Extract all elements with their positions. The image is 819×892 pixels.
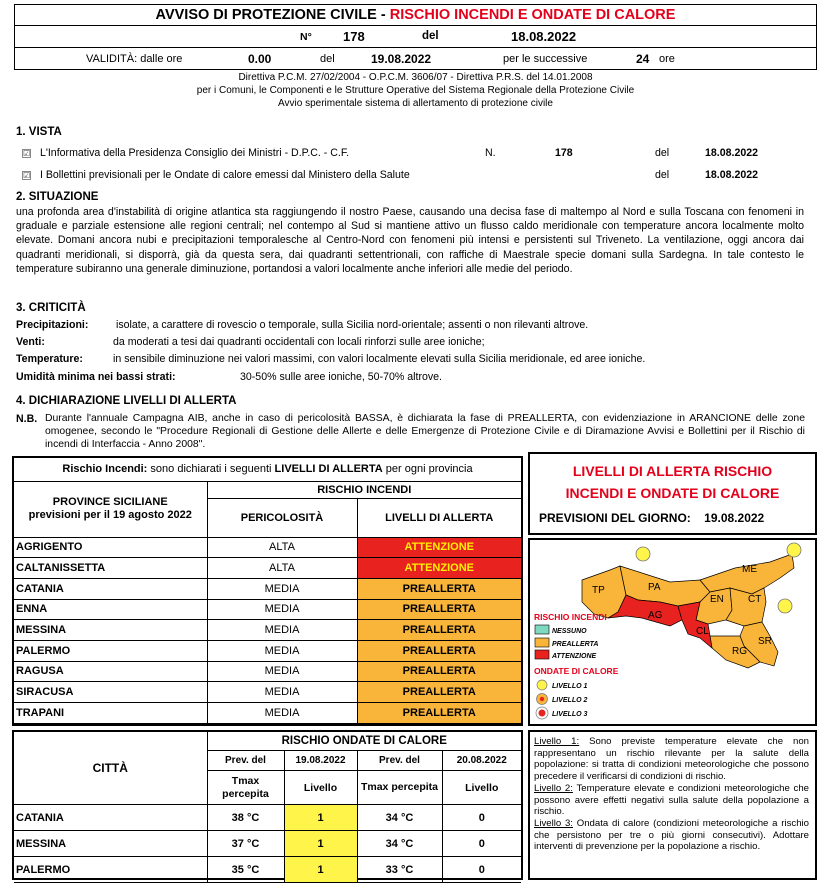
successive-value: 24 [636,52,650,66]
city-name: MESSINA [14,831,207,857]
ondate-table [14,732,521,883]
map-label-tp: TP [592,585,605,596]
directive-line-2: per i Comuni, le Componenti e le Strutture Operative del Sistema Regionale della Protezione Civile [196,85,635,96]
livelli-title-line-2: INCENDI E ONDATE DI CALORE [565,485,780,501]
livello-allerta-value: ATTENZIONE [357,537,521,558]
province-name: CATANIA [14,578,207,599]
vista-item-date: 18.08.2022 [705,169,759,181]
city-name: PALERMO [14,857,207,883]
tmax-value-2: 34 °C [357,805,442,831]
col-pericolosita-header: PERICOLOSITÀ [207,498,357,537]
ondate-row [14,805,521,831]
tmax-header-2: Tmax percepita [357,771,442,805]
map-label-ct: CT [748,594,762,605]
vista-item-1 [22,147,812,159]
livello-2-desc: Livello 2: Temperature elevate e condizioni meteorologiche che possono avere effetti negativi sulla salute della popolazione a rischio. [534,782,809,818]
livello-header-1: Livello [284,771,357,805]
vista-item-n: 178 [555,147,573,159]
tmax-value-1: 37 °C [207,831,284,857]
livello-value-1: 1 [284,831,357,857]
validity-del-label: del [320,53,335,65]
ondate-row [14,831,521,857]
tmax-value-2: 33 °C [357,857,442,883]
vista-item-n-label: N. [485,147,496,159]
heat-marker-messina [787,543,801,557]
directive-line-3: Avvio sperimentale sistema di allertamento di protezione civile [278,98,553,109]
legend-preallerta: PREALLERTA [552,641,599,648]
vista-item-date: 18.08.2022 [705,147,759,159]
incendi-row [14,703,521,724]
incendi-row [14,537,521,558]
incendi-intro: Rischio Incendi: sono dichiarati i seguenti LIVELLI DI ALLERTA per ogni provincia [14,458,521,482]
livello-allerta-value: PREALLERTA [357,703,521,724]
validity-date: 19.08.2022 [371,52,432,66]
map-label-pa: PA [648,582,661,593]
directive-line-1: Direttiva P.C.M. 27/02/2004 - O.P.C.M. 3606/07 - Direttiva P.R.S. del 14.01.2008 [238,72,593,83]
legend-swatch-preallerta [535,638,549,647]
col-livelli-header: LIVELLI DI ALLERTA [357,498,521,537]
map-label-sr: SR [758,636,772,647]
vista-title: 1. VISTA [16,126,62,138]
criticita-label: Temperature: [16,353,83,365]
livello-allerta-value: PREALLERTA [357,661,521,682]
livello-allerta-value: PREALLERTA [357,640,521,661]
successive-label: per le successive [503,53,588,65]
previsioni-label: PREVISIONI DEL GIORNO: [539,511,691,525]
incendi-row [14,682,521,703]
livelli-legend-box [528,730,817,880]
vista-item-del: del [655,169,670,181]
legend-attenzione: ATTENZIONE [552,653,597,660]
validity-hour: 0.00 [248,52,272,66]
city-name: CATANIA [14,805,207,831]
nb-text: Durante l'annuale Campagna AIB, anche in caso di pericolosità BASSA, è dichiarata la fase di PREALLERTA, con evidenziazione in ARANCIONE delle zone omogenee, secondo le "Procedure Regionali di Gestione delle Allerte e delle Emergenze di Protezione Civile e di Diramazione Avvisi e Bollettini per il Rischio di incendi di Interfaccia - Anno 2008". [45,413,805,450]
vista-item-del: del [655,147,670,159]
legend-swatch-attenzione [535,650,549,659]
number-label: N° [300,31,312,43]
province-name: SIRACUSA [14,682,207,703]
number-value: 178 [343,29,365,44]
legend-swatch-nessuno [535,625,549,634]
incendi-row [14,558,521,579]
pericolosita-value: ALTA [207,537,357,558]
date-label: del [422,30,439,42]
legend-livello-2-dot [540,697,544,701]
livello-value-2: 0 [442,805,521,831]
ore-label: ore [659,53,675,65]
livello-allerta-value: ATTENZIONE [357,558,521,579]
criticita-row-venti [16,336,485,348]
heat-marker-catania [778,599,792,613]
incendi-row [14,640,521,661]
vista-item-text: L'Informativa della Presidenza Consiglio dei Ministri - D.P.C. - C.F. [39,147,350,159]
heat-marker-palermo [636,547,650,561]
province-name: MESSINA [14,620,207,641]
map-box [528,538,817,726]
legend-livello-1-icon [537,680,547,690]
criticita-row-precipitazioni [16,319,589,331]
pericolosita-value: MEDIA [207,599,357,620]
directive-block [14,71,817,110]
tmax-header-1: Tmax percepita [207,771,284,805]
pericolosita-value: ALTA [207,558,357,579]
header-box [14,4,817,70]
livello-allerta-value: PREALLERTA [357,620,521,641]
ondate-row [14,857,521,883]
nb-label: N.B. [16,413,38,425]
legend-livello-3-dot [539,710,546,717]
criticita-label: Venti: [16,336,45,348]
pericolosita-value: MEDIA [207,682,357,703]
province-name: ENNA [14,599,207,620]
criticita-text: in sensibile diminuzione nei valori massimi, con valori localmente elevati sulla Sicilia meridionale, ed aree ioniche. [113,353,646,365]
incendi-row [14,620,521,641]
map-label-ag: AG [648,610,663,621]
ondate-table-box [12,730,523,880]
livello-1-desc: Livello 1: Sono previste temperature elevate che non rappresentano un rischio rilevante per la salute della popolazione: si tratta di condizioni meteorologiche che possono precedere il verificarsi di condizioni di rischio. [534,736,809,783]
criticita-text: isolate, a carattere di rovescio o temporale, sulla Sicilia nord-orientale; assenti o non rilevanti altrove. [116,319,589,331]
number-row [15,26,816,48]
livello-allerta-value: PREALLERTA [357,682,521,703]
livelli-title-line-1: LIVELLI DI ALLERTA RISCHIO [572,463,773,479]
livello-value-1: 1 [284,857,357,883]
map-label-rg: RG [732,646,747,657]
province-name: TRAPANI [14,703,207,724]
vista-item-2 [22,169,812,181]
livello-value-1: 1 [284,805,357,831]
criticita-row-temperature [16,353,646,365]
livelli-title-box [528,452,817,535]
legend-livello-2: LIVELLO 2 [552,697,588,704]
page-title: AVVISO DI PROTEZIONE CIVILE - RISCHIO INCENDI E ONDATE DI CALORE [155,7,676,23]
livello-3-desc: Livello 3: Ondata di calore (condizioni meteorologiche a rischio che persistono per tre o più giorni consecutivi). Adottare interventi di prevenzione per la popolazione a rischio. [534,817,809,853]
pericolosita-value: MEDIA [207,703,357,724]
date-value: 18.08.2022 [511,29,577,44]
criticita-text: 30-50% sulle aree ioniche, 50-70% altrove. [240,371,442,383]
title-row [15,5,816,26]
prev-date-1: 19.08.2022 [284,750,357,771]
map-label-me: ME [742,564,757,575]
map-label-en: EN [710,594,724,605]
legend-livello-1: LIVELLO 1 [552,683,588,690]
incendi-table [14,482,521,724]
legend-incendi-title: RISCHIO INCENDI [534,612,607,622]
vista-item-text: I Bollettini previsionali per le Ondate di calore emessi dal Ministero della Salute [39,169,410,181]
checkbox-icon: ☑ [23,170,31,180]
pericolosita-value: MEDIA [207,661,357,682]
province-name: CALTANISSETTA [14,558,207,579]
situazione-text: una profonda area d'instabilità di origine atlantica sta raggiungendo il nostro Paese, causando una decisa fase di maltempo al Nord e sulla Toscana con fenomeni in graduale e parziale estensione alle regioni centrali; nel contempo al Sud si mantiene attivo un flusso caldo meridionale con temperature ancora localmente molto elevate. Domani ancora nubi e precipitazioni temporalesche al Centro-Nord con fenomeni più intensi e persistenti sul Triveneto. La ventilazione, oggi ancora dai quadranti meridionali, si disporrà, già da questa sera, dai quadranti settentrionali, con raffiche di Maestrale specie domani sulla Sardegna. In tale contesto le temperature subiranno una generale diminuzione, portandosi a valori localmente anche inferiori alle medie del periodo. [16,206,804,275]
pericolosita-value: MEDIA [207,620,357,641]
legend-ondate-title: ONDATE DI CALORE [534,666,619,676]
incendi-row [14,599,521,620]
situazione-title: 2. SITUAZIONE [16,191,99,203]
legend-livello-3: LIVELLO 3 [552,711,588,718]
validity-row [15,48,816,70]
prev-del-label-2: Prev. del [357,750,442,771]
checkbox-icon: ☑ [23,148,31,158]
ondate-group-header: RISCHIO ONDATE DI CALORE [207,732,521,750]
col-citta-header: CITTÀ [14,732,207,805]
livello-value-2: 0 [442,831,521,857]
livello-allerta-value: PREALLERTA [357,578,521,599]
criticita-label: Umidità minima nei bassi strati: [16,371,176,383]
prev-date-2: 20.08.2022 [442,750,521,771]
col-province-header: PROVINCE SICILIANE previsioni per il 19 agosto 2022 [14,482,207,537]
dichiarazione-title: 4. DICHIARAZIONE LIVELLI DI ALLERTA [16,395,237,407]
livello-allerta-value: PREALLERTA [357,599,521,620]
tmax-value-1: 35 °C [207,857,284,883]
col-group-header: RISCHIO INCENDI [207,482,521,498]
previsioni-date: 19.08.2022 [704,511,765,525]
livello-header-2: Livello [442,771,521,805]
province-name: AGRIGENTO [14,537,207,558]
tmax-value-2: 34 °C [357,831,442,857]
province-name: PALERMO [14,640,207,661]
incendi-table-box [12,456,523,726]
tmax-value-1: 38 °C [207,805,284,831]
legend-nessuno: NESSUNO [552,628,587,635]
validity-label: VALIDITÀ: dalle ore [86,53,183,65]
pericolosita-value: MEDIA [207,578,357,599]
criticita-text: da moderati a tesi dai quadranti occidentali con locali rinforzi sulle aree ioniche; [113,336,485,348]
incendi-row [14,578,521,599]
criticita-label: Precipitazioni: [16,319,89,331]
prev-del-label-1: Prev. del [207,750,284,771]
incendi-row [14,661,521,682]
criticita-row-umidita [16,371,442,383]
map-label-cl: CL [696,626,709,637]
sicily-map [530,540,815,724]
livello-value-2: 0 [442,857,521,883]
pericolosita-value: MEDIA [207,640,357,661]
criticita-title: 3. CRITICITÀ [16,302,86,314]
province-name: RAGUSA [14,661,207,682]
